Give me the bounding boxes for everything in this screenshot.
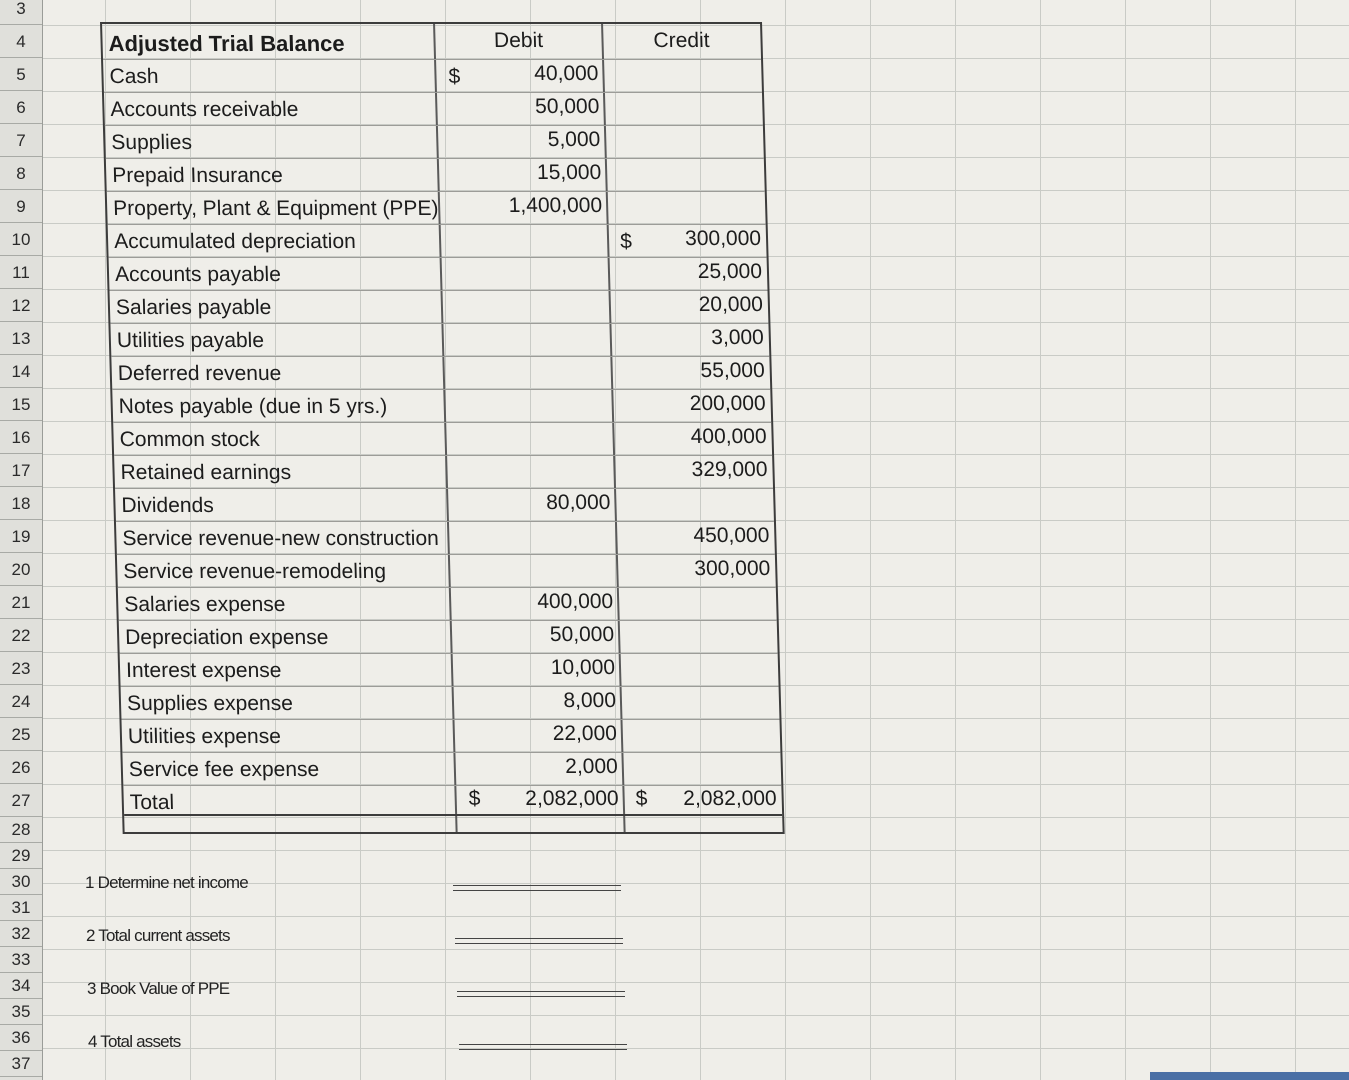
row-header-column (0, 0, 43, 1080)
row-number[interactable]: 31 (0, 895, 42, 921)
row-number[interactable]: 37 (0, 1051, 42, 1077)
account-name[interactable]: Supplies expense (126, 692, 294, 715)
account-name[interactable]: Dividends (121, 494, 215, 517)
credit-value[interactable]: 300,000 (694, 557, 771, 580)
total-debit-dollar: $ (468, 787, 481, 810)
account-name[interactable]: Service revenue-new construction (122, 527, 440, 550)
debit-value[interactable] (450, 420, 609, 453)
row-number[interactable]: 25 (0, 718, 42, 751)
debit-value[interactable]: 10,000 (550, 656, 616, 679)
debit-value[interactable] (451, 453, 610, 486)
row-number[interactable]: 13 (0, 322, 42, 355)
row-number[interactable]: 18 (0, 487, 42, 520)
row-number[interactable]: 14 (0, 355, 42, 388)
credit-value[interactable] (623, 585, 772, 618)
row-number[interactable]: 6 (0, 91, 42, 124)
account-name[interactable]: Notes payable (due in 5 yrs.) (118, 395, 388, 418)
row-number[interactable]: 23 (0, 652, 42, 685)
debit-value[interactable]: 2,000 (564, 755, 619, 778)
account-name[interactable]: Common stock (119, 428, 261, 451)
row-number[interactable]: 34 (0, 973, 42, 999)
debit-value[interactable] (454, 552, 613, 585)
credit-value[interactable] (620, 486, 769, 519)
debit-value[interactable]: 40,000 (533, 62, 599, 85)
row-number[interactable]: 15 (0, 388, 42, 421)
answer-cell[interactable] (455, 938, 623, 944)
credit-dollar-sign: $ (619, 230, 633, 253)
debit-value[interactable]: 400,000 (536, 590, 614, 613)
question-item (86, 926, 230, 946)
debit-value[interactable] (446, 288, 605, 321)
row-number[interactable]: 17 (0, 454, 42, 487)
account-name[interactable]: Salaries expense (123, 593, 286, 616)
account-name[interactable]: Depreciation expense (124, 626, 329, 649)
row-number[interactable]: 16 (0, 421, 42, 454)
cash-dollar-sign: $ (448, 65, 461, 88)
row-number[interactable]: 28 (0, 817, 42, 843)
row-number[interactable]: 26 (0, 751, 42, 784)
table-title: Adjusted Trial Balance (108, 31, 345, 56)
account-name[interactable]: Salaries payable (115, 296, 272, 319)
row-number[interactable]: 21 (0, 586, 42, 619)
total-label: Total (129, 791, 175, 814)
row-number[interactable]: 11 (0, 256, 42, 289)
credit-value[interactable]: 20,000 (698, 293, 764, 316)
credit-value[interactable]: 450,000 (693, 524, 770, 547)
row-number[interactable]: 33 (0, 947, 42, 973)
account-name[interactable]: Service revenue-remodeling (123, 560, 387, 583)
row-number[interactable]: 30 (0, 869, 42, 895)
row-number[interactable]: 22 (0, 619, 42, 652)
question-number: 3 (87, 979, 96, 998)
question-item (85, 873, 248, 893)
question-number: 2 (86, 926, 95, 945)
row-number[interactable]: 35 (0, 999, 42, 1025)
credit-value[interactable]: 400,000 (690, 425, 767, 448)
row-number[interactable]: 20 (0, 553, 42, 586)
row-number[interactable]: 12 (0, 289, 42, 322)
row-number[interactable]: 24 (0, 685, 42, 718)
account-name[interactable]: Utilities payable (116, 329, 265, 352)
row-number[interactable]: 7 (0, 124, 42, 157)
sheet-tab-strip[interactable] (1150, 1072, 1349, 1080)
credit-value[interactable]: 329,000 (691, 458, 768, 481)
account-name[interactable]: Interest expense (125, 659, 282, 682)
credit-value[interactable] (625, 684, 774, 717)
debit-value[interactable]: 22,000 (552, 722, 618, 745)
debit-value[interactable] (449, 387, 608, 420)
account-name[interactable]: Prepaid Insurance (111, 164, 284, 187)
row-number[interactable]: 5 (0, 58, 42, 91)
account-name[interactable]: Retained earnings (120, 461, 292, 484)
answer-cell[interactable] (457, 991, 625, 997)
credit-value[interactable]: 3,000 (710, 326, 765, 349)
account-name[interactable]: Accumulated depreciation (113, 230, 357, 253)
debit-value[interactable]: 50,000 (534, 95, 600, 118)
credit-value[interactable]: 300,000 (684, 227, 762, 250)
debit-value[interactable] (448, 354, 607, 387)
debit-value[interactable]: 80,000 (545, 491, 611, 514)
question-number: 4 (88, 1032, 97, 1051)
credit-value[interactable] (611, 156, 760, 189)
debit-header: Debit (493, 29, 544, 52)
row-number[interactable]: 4 (0, 25, 42, 58)
question-text: Book Value of PPE (99, 979, 230, 998)
debit-value[interactable]: 1,400,000 (508, 194, 603, 217)
credit-value[interactable] (626, 717, 775, 750)
account-name[interactable]: Utilities expense (127, 725, 282, 748)
account-name[interactable]: Deferred revenue (117, 362, 282, 385)
trial-balance-table (100, 22, 785, 834)
row-number[interactable]: 10 (0, 223, 42, 256)
total-underline (124, 814, 782, 816)
credit-value[interactable] (608, 57, 757, 90)
account-name[interactable]: Service fee expense (128, 758, 320, 781)
credit-value[interactable] (624, 618, 773, 651)
credit-value[interactable] (609, 90, 758, 123)
credit-value[interactable] (612, 189, 761, 222)
row-number[interactable]: 8 (0, 157, 42, 190)
debit-value[interactable]: 15,000 (536, 161, 602, 184)
debit-value[interactable] (453, 519, 612, 552)
debit-value[interactable] (447, 321, 606, 354)
credit-value[interactable]: 25,000 (697, 260, 763, 283)
question-number: 1 (85, 873, 94, 892)
answer-cell[interactable] (459, 1044, 627, 1050)
credit-value[interactable] (625, 651, 774, 684)
account-name[interactable]: Property, Plant & Equipment (PPE) (112, 197, 439, 220)
account-name[interactable]: Accounts payable (114, 263, 282, 286)
row-number[interactable]: 3 (0, 0, 42, 25)
row-number[interactable]: 27 (0, 784, 42, 817)
row-number[interactable]: 19 (0, 520, 42, 553)
question-item (87, 979, 229, 999)
total-credit[interactable]: 2,082,000 (682, 787, 778, 810)
row-number[interactable]: 9 (0, 190, 42, 223)
question-item (88, 1032, 180, 1052)
debit-value[interactable]: 5,000 (547, 128, 601, 151)
account-name[interactable]: Accounts receivable (110, 98, 299, 121)
question-text: Total current assets (98, 926, 230, 945)
total-credit-dollar: $ (635, 787, 648, 810)
row-number[interactable]: 29 (0, 843, 42, 869)
debit-value[interactable] (445, 222, 604, 255)
account-name[interactable]: Cash (109, 65, 159, 88)
debit-value[interactable]: 8,000 (563, 689, 617, 712)
answer-cell[interactable] (453, 885, 621, 891)
row-number[interactable]: 36 (0, 1025, 42, 1051)
row-number[interactable]: 32 (0, 921, 42, 947)
question-text: Total assets (100, 1032, 181, 1051)
credit-value[interactable]: 200,000 (689, 392, 766, 415)
credit-value[interactable]: 55,000 (700, 359, 766, 382)
question-text: Determine net income (97, 873, 248, 892)
total-debit[interactable]: 2,082,000 (524, 787, 620, 810)
debit-value[interactable]: 50,000 (549, 623, 615, 646)
credit-value[interactable] (610, 123, 759, 156)
debit-value[interactable] (446, 255, 605, 288)
account-name[interactable]: Supplies (111, 131, 193, 154)
credit-header: Credit (653, 29, 710, 52)
credit-value[interactable] (627, 750, 776, 783)
